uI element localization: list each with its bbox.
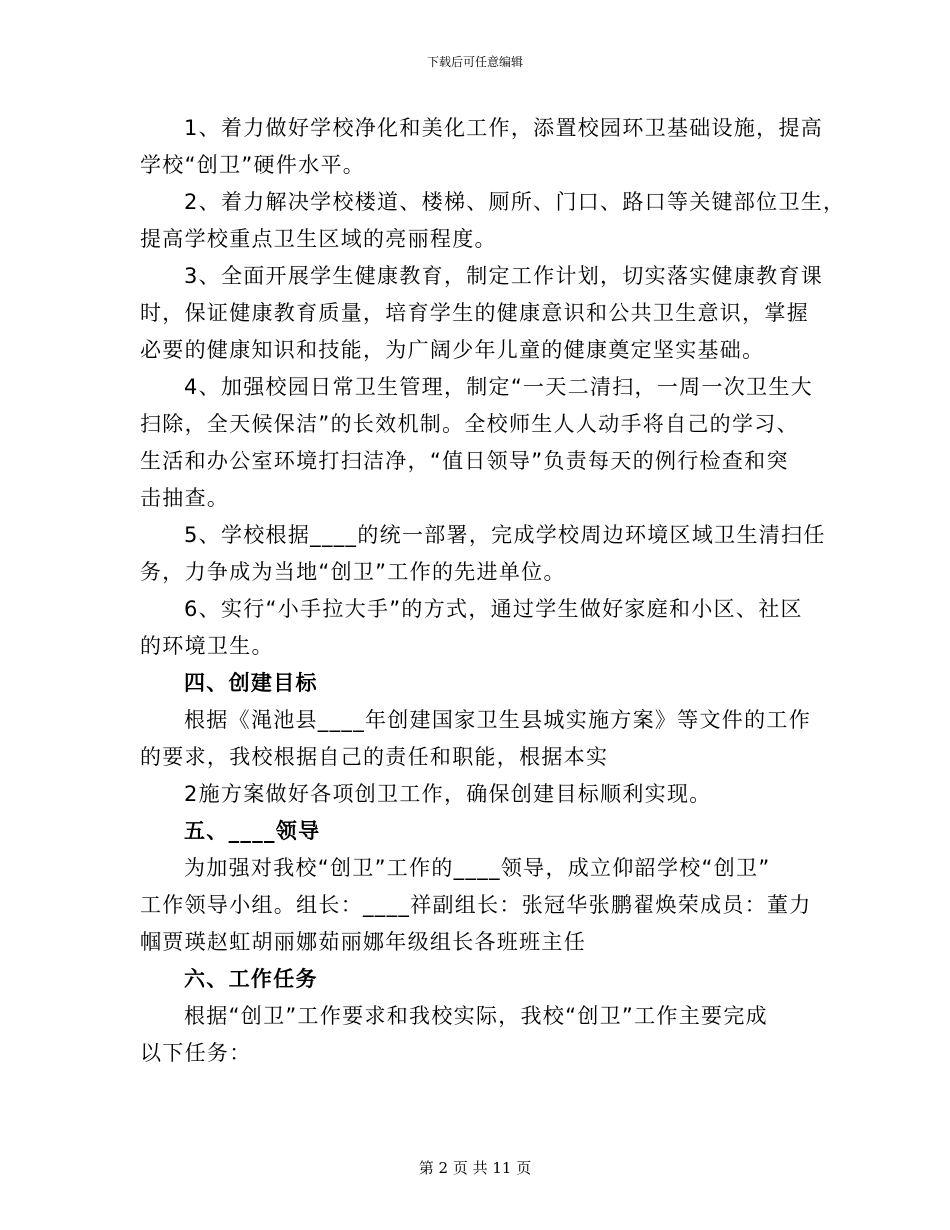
text-line: 1、着力做好学校净化和美化工作，添置校园环卫基础设施，提高 [184, 116, 824, 140]
text-line: 务，力争成为当地“创卫”工作的先进单位。 [140, 560, 566, 584]
text-line: 根据《渑池县____年创建国家卫生县城实施方案》等文件的工作 [184, 708, 811, 732]
text-line: 击抽查。 [140, 486, 230, 510]
section-heading: 五、____领导 [184, 819, 321, 843]
text-line: 根据“创卫”工作要求和我校实际，我校“创卫”工作主要完成 [184, 1004, 768, 1028]
page-footer: 第 2 页 共 11 页 [418, 1159, 532, 1177]
text-line: 4、加强校园日常卫生管理，制定“一天二清扫，一周一次卫生大 [184, 375, 813, 399]
text-line: 为加强对我校“创卫”工作的____领导，成立仰韶学校“创卫” [184, 856, 771, 880]
text-line: 时，保证健康教育质量，培育学生的健康意识和公共卫生意识，掌握 [140, 301, 809, 325]
text-line: 提高学校重点卫生区域的亮丽程度。 [140, 227, 497, 251]
section-heading: 六、工作任务 [184, 967, 318, 991]
text-line: 必要的健康知识和技能，为广阔少年儿童的健康奠定坚实基础。 [140, 338, 765, 362]
text-line: 的要求，我校根据自己的责任和职能，根据本实 [140, 745, 609, 769]
text-line: 5、学校根据____的统一部署，完成学校周边环境区域卫生清扫任 [184, 523, 826, 547]
page-header: 下载后可任意编辑 [426, 55, 523, 69]
text-line: 2、着力解决学校楼道、楼梯、厕所、门口、路口等关键部位卫生， [184, 190, 846, 214]
text-line: 3、全面开展学生健康教育，制定工作计划，切实落实健康教育课 [184, 264, 824, 288]
text-line: 工作领导小组。组长：____祥副组长：张冠华张鹏翟焕荣成员：董力 [140, 893, 812, 917]
text-line: 以下任务： [140, 1041, 252, 1065]
text-line: 帼贾瑛赵虹胡丽娜茹丽娜年级组长各班班主任 [140, 930, 586, 954]
text-line: 6、实行“小手拉大手”的方式，通过学生做好家庭和小区、社区 [184, 597, 803, 621]
text-line: 生活和办公室环境打扫洁净，“值日领导”负责每天的例行检查和突 [140, 449, 789, 473]
text-line: 扫除，全天候保洁”的长效机制。全校师生人人动手将自己的学习、 [140, 412, 799, 436]
section-heading: 四、创建目标 [184, 671, 318, 695]
document-body [140, 110, 846, 1072]
text-line: 学校“创卫”硬件水平。 [140, 153, 366, 177]
text-line: 2施方案做好各项创卫工作，确保创建目标顺利实现。 [184, 782, 712, 806]
text-line: 的环境卫生。 [140, 634, 274, 658]
